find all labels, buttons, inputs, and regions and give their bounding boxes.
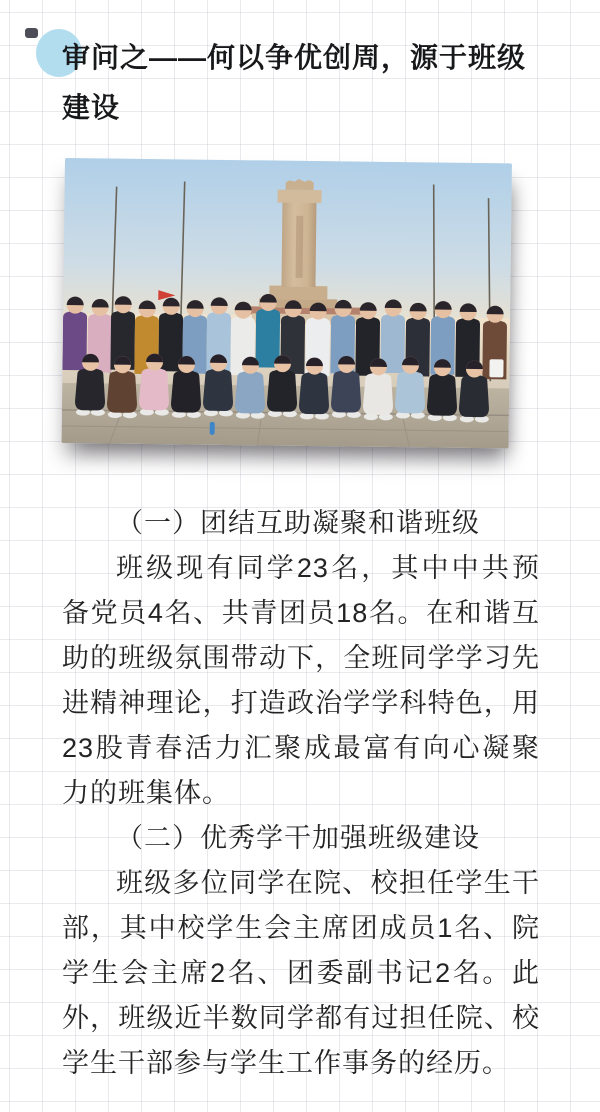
title-block — [62, 33, 540, 133]
group-photo[interactable] — [62, 158, 512, 448]
section-1-paragraph: 班级现有同学23名，其中中共预备党员4名、共青团员18名。在和谐互助的班级氛围带动下，全班同学学习先进精神理论，打造政治学学科特色，用23股青春活力汇聚成最富有向心凝聚力的班集体。 — [62, 553, 540, 808]
page-title: 审问之——何以争优创周，源于班级建设 — [62, 42, 527, 123]
group-photo-illustration — [62, 158, 512, 448]
article-body — [62, 501, 540, 1086]
section-1-heading: （一）团结互助凝聚和谐班级 — [116, 508, 480, 538]
article-page — [0, 33, 600, 1112]
water-bottle — [210, 422, 215, 435]
section-2-heading: （二）优秀学干加强班级建设 — [116, 823, 480, 853]
white-bag — [489, 359, 503, 377]
top-edge-fragment — [25, 28, 38, 38]
section-2-paragraph: 班级多位同学在院、校担任学生干部，其中校学生会主席团成员1名、院学生会主席2名、团委副书记2名。此外，班级近半数同学都有过担任院、校学生干部参与学生工作事务的经历。 — [62, 868, 540, 1078]
